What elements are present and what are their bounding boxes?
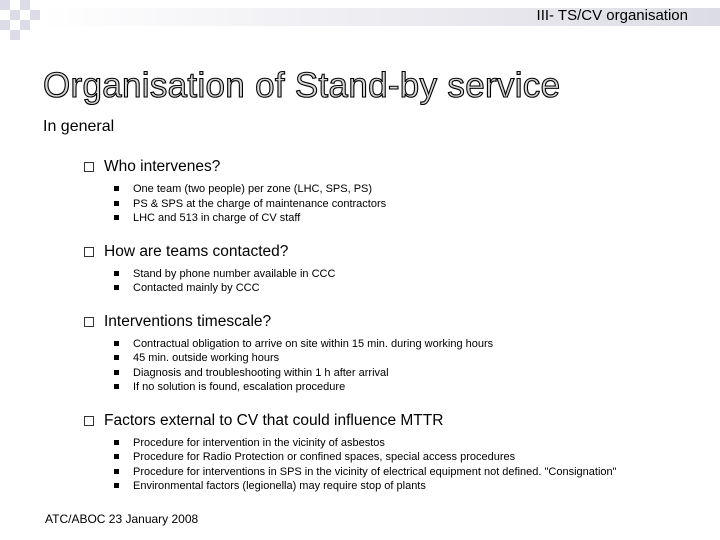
question-group: [84, 243, 704, 296]
square-bullet-icon: [114, 201, 119, 206]
question-heading: [84, 158, 704, 176]
slide-title: Organisation of Stand-by service: [43, 66, 561, 105]
question-heading: [84, 243, 704, 261]
list-item-text: PS & SPS at the charge of maintenance contractors: [133, 197, 387, 210]
list-item-text: One team (two people) per zone (LHC, SPS, PS): [133, 183, 373, 195]
square-bullet-icon: [114, 341, 119, 346]
sub-bullet-list: [84, 267, 704, 296]
square-bullet-icon: [114, 483, 119, 488]
list-item-text: LHC and 513 in charge of CV staff: [133, 212, 301, 224]
list-item: [114, 267, 704, 282]
list-item-text: Procedure for intervention in the vicinity of asbestos: [133, 436, 385, 449]
list-item: [114, 450, 704, 465]
list-item-text: 45 min. outside working hours: [133, 352, 280, 364]
question-group: [84, 313, 704, 395]
question-text: How are teams contacted?: [104, 242, 289, 260]
square-bullet-icon: [114, 215, 119, 220]
slide-subtitle: In general: [43, 118, 115, 135]
list-item-text: If no solution is found, escalation procedure: [133, 381, 346, 393]
hollow-square-bullet-icon: [84, 247, 94, 257]
list-item: [114, 366, 704, 381]
list-item: [114, 479, 704, 494]
list-item: [114, 337, 704, 352]
list-item: [114, 197, 704, 212]
question-group: [84, 412, 704, 494]
list-item-text: Procedure for Radio Protection or confined spaces, special access procedures: [133, 451, 516, 463]
square-bullet-icon: [114, 440, 119, 445]
square-bullet-icon: [114, 469, 119, 474]
question-heading: [84, 412, 704, 430]
list-item-text: Contractual obligation to arrive on site within 15 min. during working hours: [133, 337, 494, 350]
question-text: Who intervenes?: [104, 158, 221, 175]
hollow-square-bullet-icon: [84, 317, 94, 327]
list-item-text: Contacted mainly by CCC: [133, 282, 260, 294]
sub-bullet-list: [84, 337, 704, 395]
square-bullet-icon: [114, 370, 119, 375]
list-item: [114, 465, 704, 480]
hollow-square-bullet-icon: [84, 162, 94, 172]
question-heading: [84, 313, 704, 331]
section-label: III- TS/CV organisation: [536, 7, 688, 24]
slide-content: [84, 158, 704, 511]
list-item: [114, 281, 704, 296]
sub-bullet-list: [84, 182, 704, 226]
square-bullet-icon: [114, 384, 119, 389]
list-item: [114, 182, 704, 197]
list-item-text: Stand by phone number available in CCC: [133, 267, 336, 280]
list-item: [114, 380, 704, 395]
sub-bullet-list: [84, 436, 704, 494]
list-item: [114, 211, 704, 226]
square-bullet-icon: [114, 355, 119, 360]
hollow-square-bullet-icon: [84, 416, 94, 426]
square-bullet-icon: [114, 271, 119, 276]
question-group: [84, 158, 704, 226]
square-bullet-icon: [114, 285, 119, 290]
square-bullet-icon: [114, 186, 119, 191]
question-text: Interventions timescale?: [104, 312, 272, 330]
question-text: Factors external to CV that could influence MTTR: [104, 411, 444, 429]
list-item-text: Environmental factors (legionella) may require stop of plants: [133, 480, 426, 492]
footer-text: ATC/ABOC 23 January 2008: [45, 512, 199, 526]
list-item: [114, 351, 704, 366]
list-item-text: Diagnosis and troubleshooting within 1 h after arrival: [133, 366, 389, 379]
list-item-text: Procedure for interventions in SPS in the vicinity of electrical equipment not defined. "Consignation": [133, 465, 617, 478]
square-bullet-icon: [114, 454, 119, 459]
list-item: [114, 436, 704, 451]
